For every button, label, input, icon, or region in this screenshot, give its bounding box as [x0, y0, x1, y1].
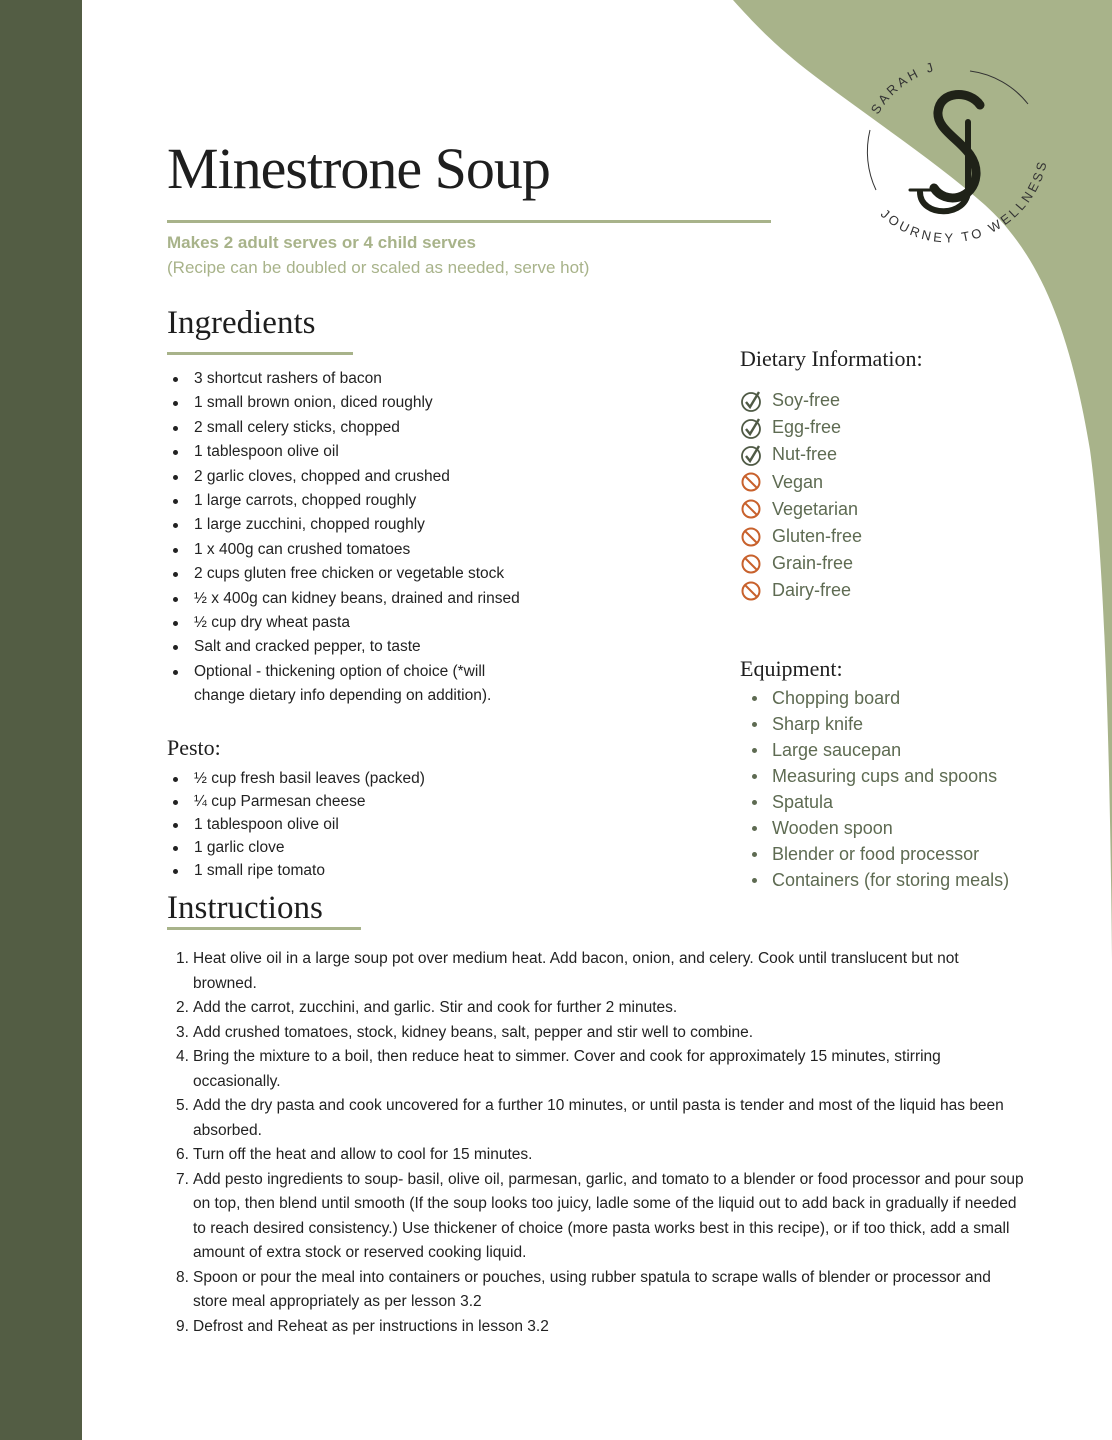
list-item: 1 large zucchini, chopped roughly: [167, 513, 567, 537]
step-number: 4.: [176, 1048, 189, 1065]
list-item: Chopping board: [740, 685, 1009, 711]
dietary-item: [740, 523, 862, 550]
step-number: 5.: [176, 1097, 189, 1114]
dietary-label: Soy-free: [772, 390, 841, 411]
ingredients-heading: Ingredients: [167, 305, 316, 341]
dietary-label: Vegan: [772, 471, 824, 492]
instruction-step: [176, 1168, 1026, 1266]
list-item: 2 garlic cloves, chopped and crushed: [167, 465, 567, 489]
instruction-step: [176, 996, 1026, 1021]
step-text: Turn off the heat and allow to cool for 15 minutes.: [193, 1146, 533, 1163]
list-item: ½ cup dry wheat pasta: [167, 611, 567, 635]
step-text: Add the dry pasta and cook uncovered for a further 10 minutes, or until pasta is tender and most of the liquid has been absorbed.: [193, 1097, 1004, 1139]
equipment-list: [740, 685, 1009, 893]
list-item: 1 tablespoon olive oil: [167, 440, 567, 464]
step-text: Bring the mixture to a boil, then reduce heat to simmer. Cover and cook for approximately 15 minutes, stirring occasionally.: [193, 1048, 941, 1090]
logo: [860, 60, 1060, 260]
list-item: Salt and cracked pepper, to taste: [167, 635, 567, 659]
dietary-list: [740, 387, 862, 605]
logo-top-text: SARAH J: [867, 60, 938, 117]
svg-text:SARAH J: [868, 60, 938, 117]
dietary-item: [740, 414, 862, 441]
dietary-label: Egg-free: [772, 417, 842, 438]
instruction-step: [176, 1266, 1026, 1315]
ingredients-list: [167, 367, 567, 709]
instructions-list: [176, 947, 1026, 1339]
dietary-label: Grain-free: [772, 553, 854, 574]
instruction-step: [176, 947, 1026, 996]
prohibited-icon: [740, 553, 762, 575]
title-underline: [167, 220, 771, 223]
list-item: Blender or food processor: [740, 841, 1009, 867]
check-circle-icon: [740, 417, 762, 439]
dietary-heading: Dietary Information:: [740, 346, 923, 371]
step-text: Spoon or pour the meal into containers or pouches, using rubber spatula to scrape walls of blender or processor and store meal appropriately as per lesson 3.2: [193, 1268, 991, 1310]
list-item: ¼ cup Parmesan cheese: [167, 790, 567, 813]
list-item: Spatula: [740, 789, 1009, 815]
equipment-heading: Equipment:: [740, 656, 843, 681]
list-item: 3 shortcut rashers of bacon: [167, 367, 567, 391]
prohibited-icon: [740, 580, 762, 602]
check-circle-icon: [740, 444, 762, 466]
list-item: 1 small ripe tomato: [167, 859, 567, 882]
ingredients-underline: [167, 352, 353, 355]
list-item: 1 large carrots, chopped roughly: [167, 489, 567, 513]
list-item: Measuring cups and spoons: [740, 763, 1009, 789]
step-text: Defrost and Reheat as per instructions in lesson 3.2: [193, 1317, 549, 1335]
step-number: 8.: [176, 1268, 189, 1286]
list-item: 1 tablespoon olive oil: [167, 813, 567, 836]
list-item: Wooden spoon: [740, 815, 1009, 841]
list-item: 2 small celery sticks, chopped: [167, 416, 567, 440]
dietary-label: Gluten-free: [772, 526, 863, 547]
list-item: Large saucepan: [740, 737, 1009, 763]
dietary-item: [740, 387, 862, 414]
instruction-step: [176, 1045, 1026, 1094]
step-number: 6.: [176, 1146, 189, 1163]
list-item: Optional - thickening option of choice (*will change dietary info depending on addition).: [167, 660, 527, 709]
page-title: Minestrone Soup: [167, 136, 550, 201]
instruction-step: [176, 1315, 1026, 1340]
step-number: 9.: [176, 1317, 189, 1335]
step-text: Add pesto ingredients to soup- basil, olive oil, parmesan, garlic, and tomato to a blender or food processor and pour soup on top, then blend until smooth (If the soup looks too juicy, ladle some of the liquid out to add back in gradually if needed to reach desired consistency.) Use thickener of choice (more pasta works best in this recipe), or if too thick, add a small amount of extra stock or reserved cooking liquid.: [193, 1170, 1024, 1261]
list-item: 2 cups gluten free chicken or vegetable stock: [167, 562, 567, 586]
instruction-step: [176, 1021, 1026, 1046]
dietary-label: Dairy-free: [772, 580, 852, 601]
logo-graphic: [860, 60, 1060, 260]
dietary-item: [740, 496, 862, 523]
list-item: 1 garlic clove: [167, 836, 567, 859]
list-item: ½ cup fresh basil leaves (packed): [167, 767, 567, 790]
list-item: ½ x 400g can kidney beans, drained and rinsed: [167, 587, 567, 611]
dietary-item: [740, 469, 862, 496]
list-item: 1 x 400g can crushed tomatoes: [167, 538, 567, 562]
instruction-step: [176, 1094, 1026, 1143]
pesto-list: [167, 767, 567, 882]
dietary-label: Nut-free: [772, 444, 838, 465]
list-item: Sharp knife: [740, 711, 1009, 737]
step-number: 1.: [176, 950, 189, 967]
dietary-item: [740, 550, 862, 577]
check-circle-icon: [740, 390, 762, 412]
list-item: Containers (for storing meals): [740, 867, 1009, 893]
list-item: 1 small brown onion, diced roughly: [167, 391, 567, 415]
step-text: Add crushed tomatoes, stock, kidney beans, salt, pepper and stir well to combine.: [193, 1023, 754, 1041]
prohibited-icon: [740, 471, 762, 493]
instructions-underline: [167, 927, 361, 930]
dietary-item: [740, 441, 862, 468]
pesto-heading: Pesto:: [167, 735, 221, 760]
step-text: Heat olive oil in a large soup pot over medium heat. Add bacon, onion, and celery. Cook until translucent but not browned.: [193, 950, 959, 992]
dietary-item: [740, 577, 862, 604]
instructions-heading: Instructions: [167, 890, 323, 926]
prohibited-icon: [740, 526, 762, 548]
step-number: 2.: [176, 999, 189, 1016]
dietary-label: Vegetarian: [772, 498, 859, 519]
prohibited-icon: [740, 498, 762, 520]
step-number: 7.: [176, 1170, 189, 1188]
serves-text: Makes 2 adult serves or 4 child serves: [167, 233, 477, 252]
instruction-step: [176, 1143, 1026, 1168]
monogram-mark: [910, 95, 980, 212]
step-number: 3.: [176, 1023, 189, 1041]
scaling-note: (Recipe can be doubled or scaled as needed, serve hot): [167, 258, 590, 277]
logo-bottom-text: JOURNEY TO WELLNESS: [877, 157, 1051, 246]
step-text: Add the carrot, zucchini, and garlic. Stir and cook for further 2 minutes.: [193, 999, 678, 1016]
